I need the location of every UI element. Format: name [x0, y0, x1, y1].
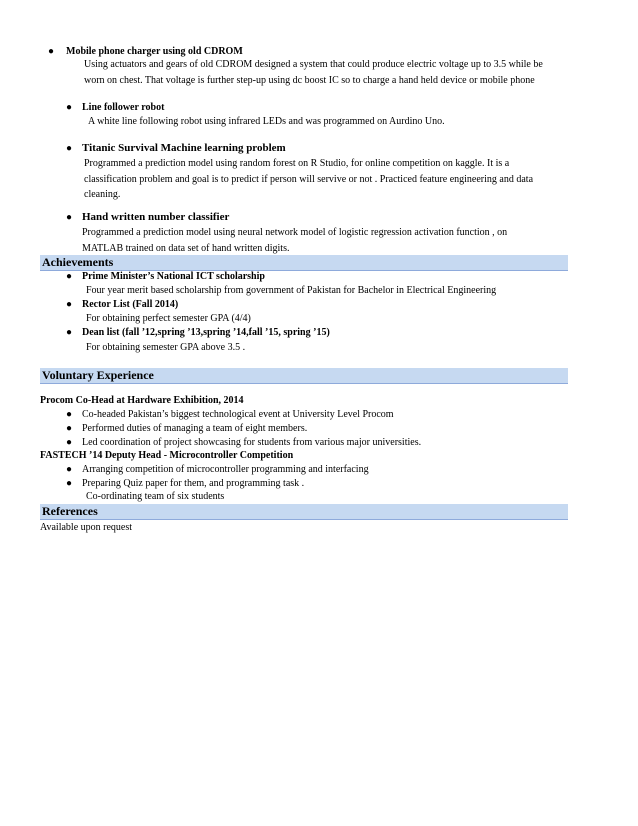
project-description: Programmed a prediction model using neural network model of logistic regression activation function , on MATLAB trained on data set of hand written digits.: [82, 227, 508, 254]
role-item: Led coordination of project showcasing for students from various major universities.: [82, 437, 422, 448]
bullet-icon: ●: [66, 409, 73, 420]
bullet-icon: ●: [66, 143, 73, 154]
project-title: Line follower robot: [82, 102, 165, 113]
role-item: Performed duties of managing a team of eight members.: [82, 423, 308, 434]
role-title: Procom Co-Head at Hardware Exhibition, 2014: [40, 395, 244, 406]
bullet-icon: ●: [66, 423, 73, 434]
project-description: A white line following robot using infrared LEDs and was programmed on Aurdino Uno.: [88, 116, 445, 127]
bullet-icon: ●: [66, 102, 73, 113]
section-title: References: [42, 504, 98, 518]
project-title: Mobile phone charger using old CDROM: [66, 46, 243, 57]
bullet-icon: ●: [66, 327, 73, 338]
references-text: Available upon request: [40, 522, 133, 533]
role-item: Co-headed Pakistan’s biggest technological event at University Level Procom: [82, 409, 394, 420]
bullet-icon: ●: [66, 299, 73, 310]
bullet-icon: ●: [66, 437, 73, 448]
project-description: Programmed a prediction model using random forest on R Studio, for online competition on kaggle. It is a classification problem and goal is to predict if person will servive or not . Practiced feature engineering and data cleaning.: [84, 158, 534, 200]
role-item: Arranging competition of microcontroller programming and interfacing: [82, 464, 369, 475]
project-title: Hand written number classifier: [82, 211, 230, 223]
bullet-icon: ●: [66, 478, 73, 489]
bullet-icon: ●: [66, 464, 73, 475]
section-header-achievements: [40, 255, 568, 271]
project-title: Titanic Survival Machine learning problem: [82, 142, 286, 154]
role-item: Preparing Quiz paper for them, and programming task .: [82, 478, 305, 489]
bullet-icon: ●: [66, 212, 73, 223]
bullet-icon: ●: [48, 46, 55, 57]
achievement-title: Prime Minister’s National ICT scholarship: [82, 271, 265, 282]
achievement-description: For obtaining perfect semester GPA (4/4): [86, 313, 251, 324]
section-header-voluntary: [40, 368, 568, 384]
project-description: Using actuators and gears of old CDROM designed a system that could produce electric voltage up to 3.5 while be worn on chest. That voltage is further step-up using dc boost IC so to charge a hand held device or mobile phone: [84, 59, 543, 86]
role-note: Co-ordinating team of six students: [86, 491, 225, 502]
role-title: FASTECH ’14 Deputy Head - Microcontroller Competition: [40, 450, 294, 461]
section-title: Achievements: [42, 255, 114, 269]
achievement-description: For obtaining semester GPA above 3.5 .: [86, 342, 246, 353]
bullet-icon: ●: [66, 271, 73, 282]
section-header-references: [40, 504, 568, 520]
section-title: Voluntary Experience: [42, 368, 154, 382]
achievement-title: Rector List (Fall 2014): [82, 299, 179, 310]
achievement-description: Four year merit based scholarship from government of Pakistan for Bachelor in Electrical Engineering: [86, 285, 497, 296]
achievement-title: Dean list (fall ’12,spring ’13,spring ’14,fall ’15, spring ’15): [82, 327, 330, 338]
